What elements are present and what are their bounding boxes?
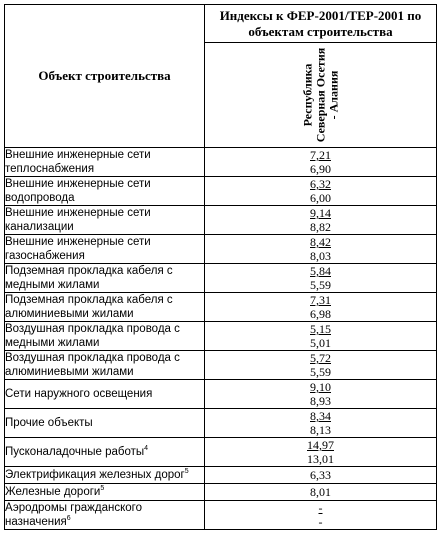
row-name: Внешние инженерные сети водопровода (5, 178, 151, 204)
table-row (5, 148, 437, 177)
row-name: Внешние инженерные сети теплоснабжения (5, 149, 151, 175)
header-main-label: Индексы к ФЕР-2001/ТЕР-2001 по объектам строительства (219, 7, 422, 39)
table-row (5, 235, 437, 264)
row-value-bottom: 8,93 (310, 394, 331, 408)
row-name-cell (5, 206, 205, 235)
row-name: Пусконаладочные работы (5, 446, 145, 458)
row-name-cell (5, 293, 205, 322)
row-name: Воздушная прокладка провода с алюминиевыми жилами (5, 352, 180, 378)
row-value-cell (205, 322, 437, 351)
table-row (5, 351, 437, 380)
row-value-bottom: - (318, 515, 323, 529)
row-name-cell (5, 235, 205, 264)
table-row (5, 264, 437, 293)
row-value-top: 8,34 (310, 409, 331, 423)
row-value-bottom: 13,01 (307, 452, 334, 466)
row-value-top: 6,32 (310, 177, 331, 191)
row-value-top: 7,31 (310, 293, 331, 307)
row-name-cell (5, 484, 205, 501)
header-region-label: Республика Северная Осетия - Алания (300, 47, 340, 143)
row-name-cell (5, 264, 205, 293)
row-value-top: 5,84 (310, 264, 331, 278)
row-value-top: 5,15 (310, 322, 331, 336)
row-value-bottom: 8,13 (310, 423, 331, 437)
header-object-cell (5, 5, 205, 148)
table-row (5, 501, 437, 530)
row-value-cell (205, 409, 437, 438)
row-name-cell (5, 501, 205, 530)
header-object-label: Объект строительства (38, 68, 171, 83)
row-name-cell (5, 351, 205, 380)
row-value-bottom: 6,90 (310, 162, 331, 176)
row-value-cell (205, 264, 437, 293)
table-row (5, 206, 437, 235)
row-name: Подземная прокладка кабеля с алюминиевыми жилами (5, 294, 173, 320)
row-value-top: 14,97 (307, 438, 334, 452)
table-row (5, 322, 437, 351)
row-name-cell (5, 380, 205, 409)
row-value-cell (205, 293, 437, 322)
row-name: Железные дороги (5, 486, 101, 498)
row-name: Внешние инженерные сети канализации (5, 207, 151, 233)
row-name: Внешние инженерные сети газоснабжения (5, 236, 151, 262)
row-value-cell (205, 206, 437, 235)
row-name-cell (5, 148, 205, 177)
row-value-cell (205, 351, 437, 380)
row-name-cell (5, 438, 205, 467)
row-value-cell (205, 235, 437, 264)
footnote-mark: 6 (66, 515, 71, 523)
row-value-cell (205, 467, 437, 484)
row-name-cell (5, 409, 205, 438)
row-value-top: 9,10 (310, 380, 331, 394)
row-value-bottom: 8,03 (310, 249, 331, 263)
footnote-mark: 5 (184, 468, 189, 476)
row-value-cell (205, 177, 437, 206)
document (4, 4, 437, 530)
header-region-cell (205, 43, 437, 148)
table-row (5, 409, 437, 438)
footnote-mark: 4 (144, 445, 149, 453)
row-name: Прочие объекты (5, 417, 93, 429)
row-value-cell (205, 438, 437, 467)
footnote-mark: 5 (100, 485, 105, 493)
table-row (5, 177, 437, 206)
row-name: Аэродромы гражданского назначения (5, 502, 142, 528)
row-value-single: 8,01 (310, 485, 331, 499)
index-table (4, 4, 437, 530)
row-value-top: - (318, 501, 323, 515)
table-row (5, 484, 437, 501)
table-row (5, 380, 437, 409)
header-main-cell (205, 5, 437, 43)
row-value-bottom: 5,01 (310, 336, 331, 350)
row-value-bottom: 5,59 (310, 365, 331, 379)
table-row (5, 293, 437, 322)
row-name-cell (5, 322, 205, 351)
row-value-cell (205, 380, 437, 409)
row-value-single: 6,33 (310, 468, 331, 482)
row-name-cell (5, 177, 205, 206)
row-value-cell (205, 484, 437, 501)
row-name: Электрификация железных дорог (5, 469, 185, 481)
row-value-bottom: 6,00 (310, 191, 331, 205)
table-row (5, 438, 437, 467)
row-value-top: 8,42 (310, 235, 331, 249)
row-value-top: 5,72 (310, 351, 331, 365)
row-value-top: 7,21 (310, 148, 331, 162)
row-name: Воздушная прокладка провода с медными жилами (5, 323, 180, 349)
row-value-bottom: 6,98 (310, 307, 331, 321)
row-value-top: 9,14 (310, 206, 331, 220)
row-value-cell (205, 501, 437, 530)
table-row (5, 467, 437, 484)
row-name: Подземная прокладка кабеля с медными жилами (5, 265, 173, 291)
row-name-cell (5, 467, 205, 484)
row-value-cell (205, 148, 437, 177)
row-name: Сети наружного освещения (5, 388, 153, 400)
row-value-bottom: 5,59 (310, 278, 331, 292)
row-value-bottom: 8,82 (310, 220, 331, 234)
